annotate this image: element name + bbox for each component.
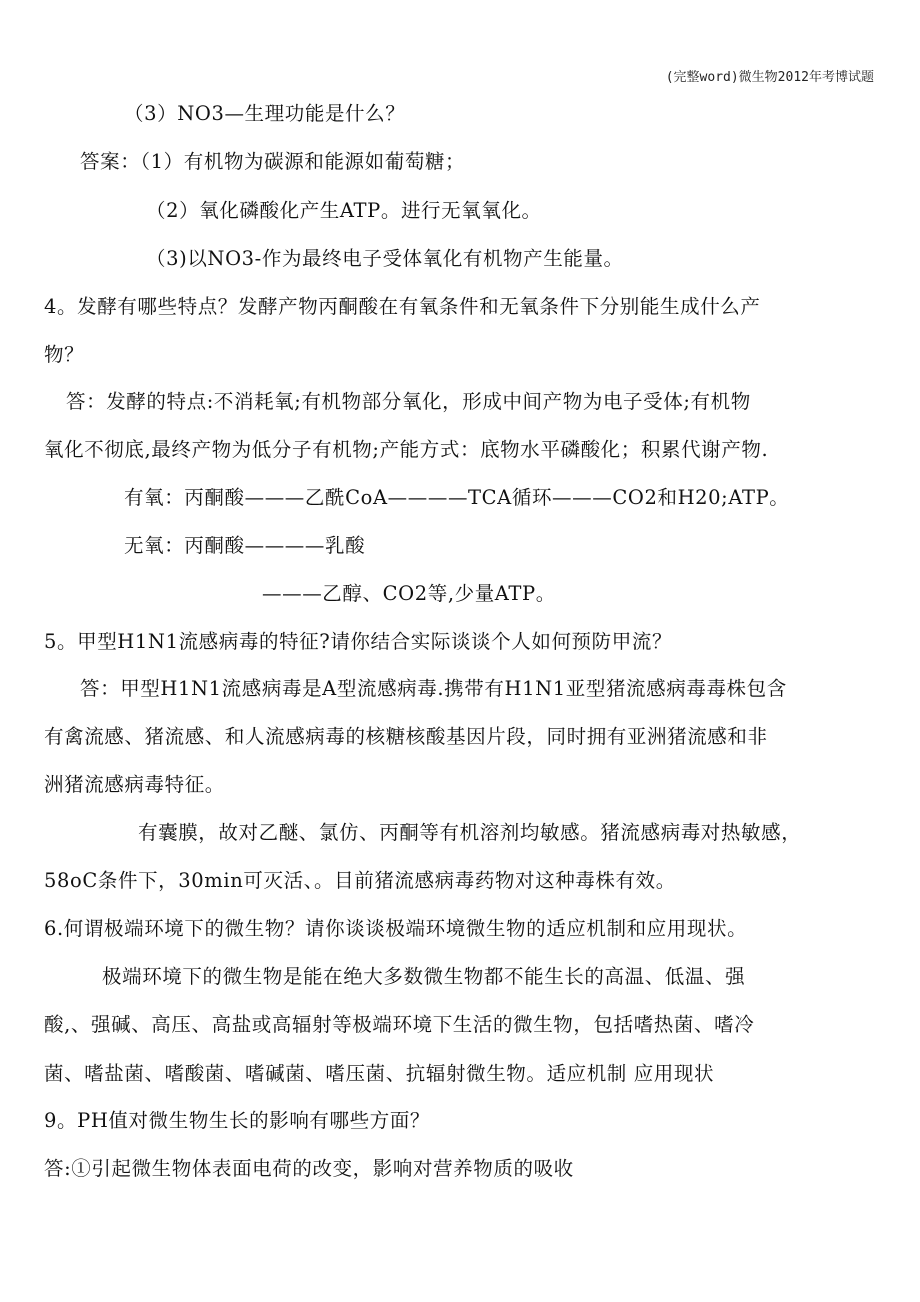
question-4-title-cont: 物？: [44, 343, 85, 366]
question-4-title: 4。发酵有哪些特点？发酵产物丙酮酸在有氧条件和无氧条件下分别能生成什么产: [44, 295, 761, 318]
answer-line: 有禽流感、猪流感、和人流感病毒的核糖核酸基因片段，同时拥有亚洲猪流感和非: [44, 725, 768, 748]
answer-line: 洲猪流感病毒特征。: [44, 773, 225, 796]
answer-line: 菌、嗜盐菌、嗜酸菌、嗜碱菌、嗜压菌、抗辐射微生物。适应机制 应用现状: [44, 1062, 715, 1085]
anaerobic-pathway: 无氧：丙酮酸————乳酸: [124, 534, 366, 557]
answer-line: 答案：（1）有机物为碳源和能源如葡萄糖；: [80, 150, 466, 173]
answer-line: 58oC条件下，30min可灭活、。目前猪流感病毒药物对这种毒株有效。: [44, 869, 676, 892]
answer-line: 极端环境下的微生物是能在绝大多数微生物都不能生长的高温、低温、强: [102, 965, 746, 988]
anaerobic-pathway-cont: ———乙醇、CO2等,少量ATP。: [262, 582, 556, 605]
answer-line: 有囊膜，故对乙醚、氯仿、丙酮等有机溶剂均敏感。猪流感病毒对热敏感，: [138, 821, 802, 844]
answer-line: （2）氧化磷酸化产生ATP。进行无氧氧化。: [146, 199, 542, 222]
page-header: (完整word)微生物2012年考博试题: [665, 70, 874, 85]
aerobic-pathway: 有氧：丙酮酸———乙酰CoA————TCA循环———CO2和H20;ATP。: [124, 486, 790, 509]
answer-line: 答:①引起微生物体表面电荷的改变，影响对营养物质的吸收: [44, 1157, 574, 1180]
question-9-title: 9。PH值对微生物生长的影响有哪些方面？: [44, 1109, 431, 1132]
question-6-title: 6.何谓极端环境下的微生物？请你谈谈极端环境微生物的适应机制和应用现状。: [44, 917, 748, 940]
answer-line: （3)以NO3-作为最终电子受体氧化有机物产生能量。: [146, 247, 624, 270]
question-5-title: 5。甲型H1N1流感病毒的特征?请你结合实际谈谈个人如何预防甲流？: [44, 630, 673, 653]
answer-line: 答：发酵的特点:不消耗氧;有机物部分氧化，形成中间产物为电子受体;有机物: [66, 390, 751, 413]
answer-line: 酸,、强碱、高压、高盐或高辐射等极端环境下生活的微生物，包括嗜热菌、嗜冷: [44, 1013, 755, 1036]
answer-line: 氧化不彻底,最终产物为低分子有机物;产能方式：底物水平磷酸化；积累代谢产物.: [44, 438, 769, 461]
question-3-subitem: （3）NO3—生理功能是什么？: [124, 102, 406, 125]
answer-line: 答：甲型H1N1流感病毒是A型流感病毒.携带有H1N1亚型猪流感病毒毒株包含: [80, 677, 787, 700]
